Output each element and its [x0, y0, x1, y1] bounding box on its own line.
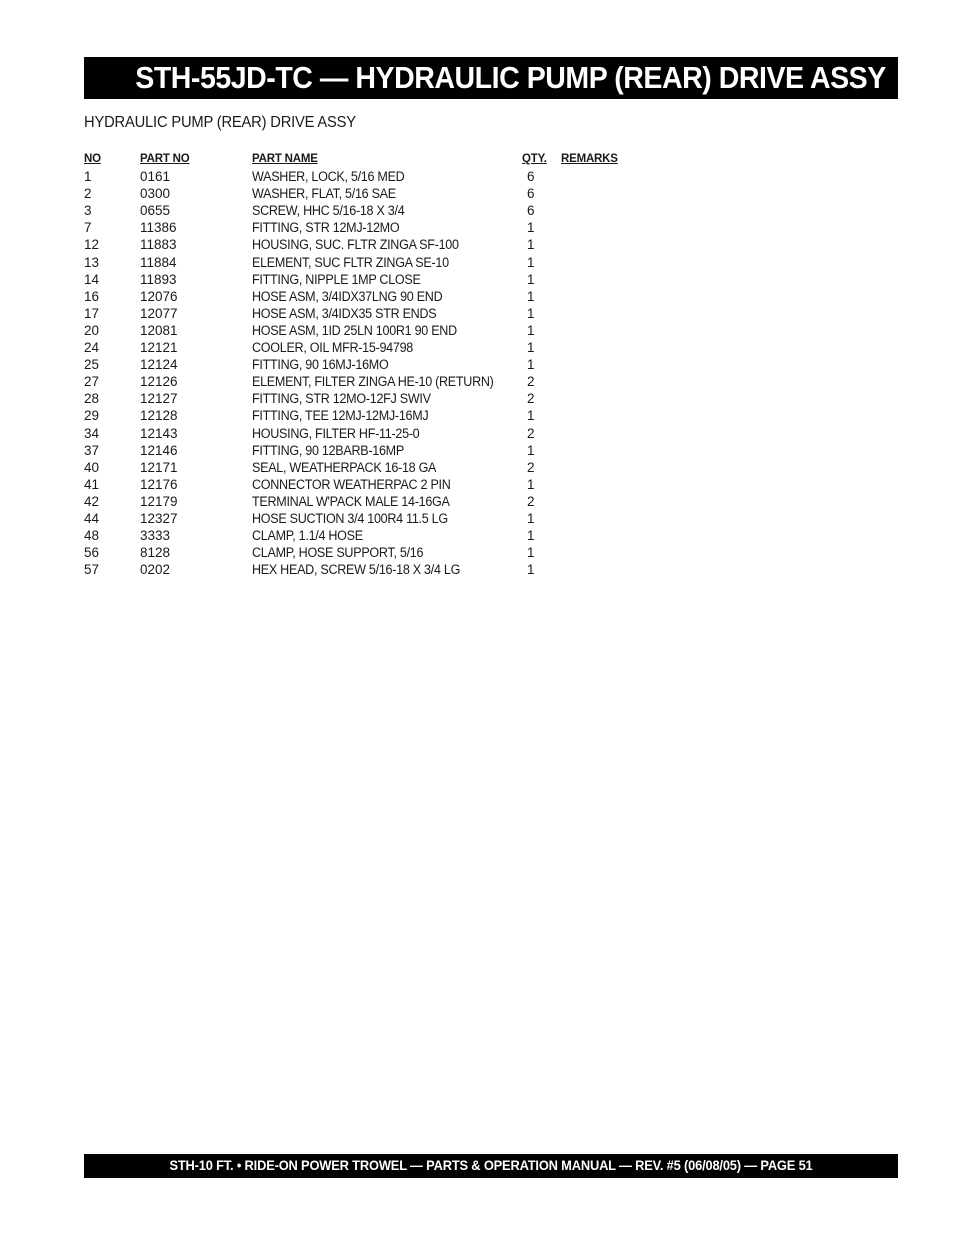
cell-no: 14	[84, 271, 100, 287]
cell-part-name: FITTING, TEE 12MJ-12MJ-16MJ	[252, 408, 429, 424]
cell-qty: 1	[527, 510, 535, 526]
cell-part-name: HOUSING, SUC. FLTR ZINGA SF-100	[252, 237, 459, 253]
column-header-part-no: PART NO	[140, 153, 190, 165]
cell-qty: 6	[527, 186, 535, 202]
cell-part-name: FITTING, STR 12MJ-12MO	[252, 220, 400, 236]
cell-qty: 1	[527, 562, 535, 578]
cell-no: 12	[84, 237, 100, 253]
cell-qty: 1	[527, 545, 535, 561]
cell-part-name: WASHER, FLAT, 5/16 SAE	[252, 186, 396, 202]
cell-no: 41	[84, 476, 100, 492]
cell-qty: 6	[527, 203, 535, 219]
column-header-remarks: REMARKS	[561, 153, 618, 165]
cell-no: 20	[84, 322, 100, 338]
cell-part-no: 12179	[140, 493, 178, 509]
cell-qty: 1	[527, 254, 535, 270]
cell-no: 48	[84, 528, 100, 544]
cell-part-no: 11883	[140, 237, 177, 253]
cell-part-no: 12176	[140, 476, 178, 492]
cell-part-name: FITTING, NIPPLE 1MP CLOSE	[252, 271, 421, 287]
cell-part-no: 12327	[140, 510, 178, 526]
cell-qty: 1	[527, 408, 535, 424]
title-bar	[84, 57, 898, 99]
cell-part-no: 12126	[140, 374, 178, 390]
cell-qty: 1	[527, 322, 535, 338]
cell-part-name: FITTING, 90 12BARB-16MP	[252, 442, 404, 458]
cell-part-no: 0655	[140, 203, 171, 219]
cell-no: 7	[84, 220, 92, 236]
cell-qty: 1	[527, 305, 535, 321]
cell-part-name: CONNECTOR WEATHERPAC 2 PIN	[252, 476, 451, 492]
footer-bar	[84, 1154, 898, 1178]
cell-part-no: 12146	[140, 442, 178, 458]
cell-qty: 1	[527, 340, 535, 356]
cell-no: 40	[84, 459, 100, 475]
cell-part-no: 11893	[140, 271, 177, 287]
cell-qty: 2	[527, 391, 535, 407]
cell-part-no: 12143	[140, 425, 178, 441]
page-title: STH-55JD-TC — HYDRAULIC PUMP (REAR) DRIVE ASSY	[135, 60, 886, 95]
cell-part-name: HEX HEAD, SCREW 5/16-18 X 3/4 LG	[252, 562, 461, 578]
cell-part-no: 0161	[140, 169, 171, 185]
cell-part-name: HOSE ASM, 1ID 25LN 100R1 90 END	[252, 322, 457, 338]
cell-no: 57	[84, 562, 100, 578]
cell-part-name: TERMINAL W'PACK MALE 14-16GA	[252, 493, 450, 509]
cell-qty: 6	[527, 169, 535, 185]
cell-no: 28	[84, 391, 100, 407]
cell-no: 29	[84, 408, 100, 424]
cell-qty: 2	[527, 425, 535, 441]
cell-no: 16	[84, 288, 100, 304]
cell-no: 1	[84, 169, 92, 185]
cell-part-name: FITTING, STR 12MO-12FJ SWIV	[252, 391, 431, 407]
cell-part-no: 11884	[140, 254, 177, 270]
cell-part-no: 12171	[140, 459, 178, 475]
cell-part-name: SCREW, HHC 5/16-18 X 3/4	[252, 203, 405, 219]
cell-qty: 1	[527, 237, 535, 253]
cell-part-no: 3333	[140, 528, 171, 544]
cell-part-no: 12077	[140, 305, 178, 321]
cell-no: 34	[84, 425, 100, 441]
cell-part-no: 11386	[140, 220, 177, 236]
cell-no: 2	[84, 186, 92, 202]
cell-part-no: 12124	[140, 357, 178, 373]
cell-part-name: CLAMP, HOSE SUPPORT, 5/16	[252, 545, 424, 561]
cell-part-name: ELEMENT, FILTER ZINGA HE-10 (RETURN)	[252, 374, 494, 390]
cell-no: 13	[84, 254, 100, 270]
cell-no: 27	[84, 374, 100, 390]
cell-part-name: HOSE ASM, 3/4IDX37LNG 90 END	[252, 288, 443, 304]
cell-no: 25	[84, 357, 100, 373]
cell-no: 24	[84, 340, 100, 356]
cell-part-no: 0202	[140, 562, 171, 578]
cell-part-name: ELEMENT, SUC FLTR ZINGA SE-10	[252, 254, 449, 270]
cell-qty: 1	[527, 357, 535, 373]
cell-part-name: CLAMP, 1.1/4 HOSE	[252, 528, 363, 544]
cell-part-name: SEAL, WEATHERPACK 16-18 GA	[252, 459, 437, 475]
cell-no: 3	[84, 203, 92, 219]
cell-part-no: 12076	[140, 288, 178, 304]
cell-part-name: WASHER, LOCK, 5/16 MED	[252, 169, 405, 185]
cell-qty: 2	[527, 459, 535, 475]
cell-part-no: 12081	[140, 322, 178, 338]
cell-qty: 1	[527, 528, 535, 544]
cell-part-name: HOSE SUCTION 3/4 100R4 11.5 LG	[252, 510, 448, 526]
cell-no: 56	[84, 545, 100, 561]
column-header-qty: QTY.	[522, 153, 547, 165]
cell-part-no: 12128	[140, 408, 178, 424]
cell-no: 37	[84, 442, 100, 458]
section-subtitle: HYDRAULIC PUMP (REAR) DRIVE ASSY	[84, 114, 356, 131]
cell-qty: 1	[527, 271, 535, 287]
cell-part-no: 8128	[140, 545, 171, 561]
cell-qty: 1	[527, 288, 535, 304]
cell-part-name: FITTING, 90 16MJ-16MO	[252, 357, 389, 373]
cell-no: 17	[84, 305, 100, 321]
cell-qty: 1	[527, 442, 535, 458]
cell-part-no: 12121	[140, 340, 178, 356]
cell-part-name: HOUSING, FILTER HF-11-25-0	[252, 425, 420, 441]
column-header-no: NO	[84, 153, 101, 165]
footer-text: STH-10 FT. • RIDE-ON POWER TROWEL — PARTS & OPERATION MANUAL — REV. #5 (06/08/05) — PAGE 51	[169, 1157, 813, 1173]
column-header-part-name: PART NAME	[252, 153, 318, 165]
cell-part-no: 12127	[140, 391, 178, 407]
cell-part-name: COOLER, OIL MFR-15-94798	[252, 340, 414, 356]
cell-part-no: 0300	[140, 186, 171, 202]
cell-no: 42	[84, 493, 100, 509]
cell-no: 44	[84, 510, 100, 526]
cell-part-name: HOSE ASM, 3/4IDX35 STR ENDS	[252, 305, 437, 321]
cell-qty: 1	[527, 220, 535, 236]
cell-qty: 2	[527, 374, 535, 390]
cell-qty: 1	[527, 476, 535, 492]
cell-qty: 2	[527, 493, 535, 509]
